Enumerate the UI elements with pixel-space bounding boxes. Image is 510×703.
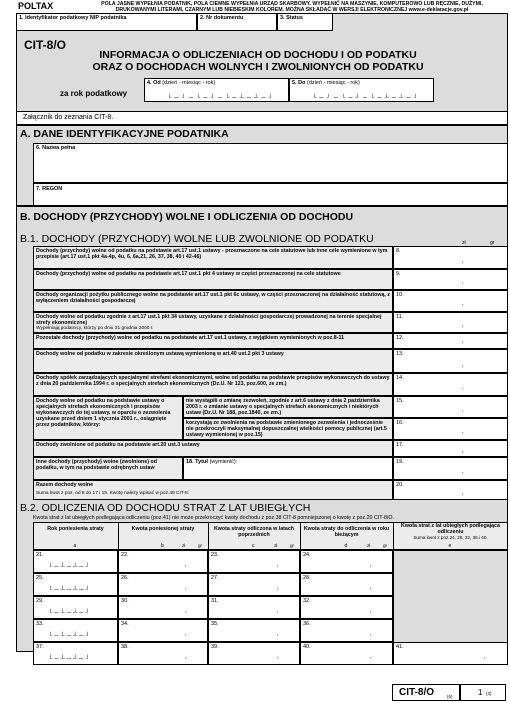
b1-row-11-desc <box>33 312 393 333</box>
b2-title: B.2. ODLICZENIA OD DOCHODU STRAT Z LAT UBIEGŁYCH <box>20 502 311 514</box>
b2-cell-34[interactable] <box>118 619 208 642</box>
row-18-title-label: 18. Tytuł <box>186 459 208 465</box>
b2-unit-zl: zł <box>367 543 371 548</box>
b1-row-num: 9. <box>396 271 401 277</box>
decimal-point: , <box>185 585 187 591</box>
b1-row-9-desc <box>33 269 393 290</box>
decimal-point: , <box>484 654 486 660</box>
row-19-num: 19. <box>396 459 404 465</box>
instructions <box>82 1 502 13</box>
row-15-num: 15. <box>396 398 404 404</box>
decimal-point: , <box>462 362 464 368</box>
b1-row-num: 12. <box>396 335 404 341</box>
decimal-point: , <box>462 448 464 454</box>
title-line-1: INFORMACJA O ODLICZENIACH OD DOCHODU I OD PODATKU <box>99 49 417 61</box>
footer-page-total: (3) <box>486 691 492 696</box>
b2-cell-num: 35. <box>211 621 219 627</box>
b2-cell-35[interactable] <box>208 619 300 642</box>
b2-cell-25[interactable] <box>33 573 118 596</box>
b1-row-14-amount[interactable] <box>393 373 508 396</box>
b1-row-num: 14. <box>396 375 404 381</box>
b1-row-num: 8. <box>396 248 401 254</box>
unit-zl: zł <box>462 240 466 246</box>
decimal-point: , <box>277 562 279 568</box>
b2-col-divider <box>208 522 209 550</box>
row-16-amount[interactable] <box>393 418 508 440</box>
b2-col-header-4 <box>393 523 508 541</box>
row-15-amount[interactable] <box>393 396 508 418</box>
decimal-point: , <box>462 469 464 475</box>
nip-field[interactable] <box>16 13 197 31</box>
year-ticks: └─┴─┴─┘ <box>48 633 92 639</box>
row-20-num: 20. <box>396 482 404 488</box>
decimal-point: , <box>462 279 464 285</box>
b2-cell-num: 21. <box>36 552 44 558</box>
b1-row-hint: Wypełniają podatnicy, którzy po dniu 31 grudnia 2000 r. <box>36 326 154 331</box>
b2-col-header-text: Kwota straty odliczona w latach poprzednich <box>213 526 295 538</box>
b2-cell-28[interactable] <box>300 573 393 596</box>
date-to-field[interactable] <box>289 78 434 102</box>
b2-unit-gr: gr <box>198 543 203 548</box>
b1-row-num: 11. <box>396 314 404 320</box>
decimal-point: , <box>370 608 372 614</box>
row-17-desc: Dochody zwolnione od podatku na podstawie art.20 ust.3 ustawy <box>33 440 393 457</box>
decimal-point: , <box>462 385 464 391</box>
website-link[interactable]: www.e-deklaracje.gov.pl <box>408 7 469 13</box>
row-15-right-desc: nie wystąpili o zmianę zezwoleń, zgodnie z art.6 ustawy z dnia 2 października 2003 r. o zmianie ustawy o specjalnych strefach ekonomicznych i niektórych ustaw (Dz.U. Nr 188, poz.1840, ze zm.) <box>183 396 393 418</box>
b2-cell-31[interactable] <box>208 596 300 619</box>
b2-cell-num: 34. <box>121 621 129 627</box>
footer-form-code: CIT-8/O <box>399 687 435 698</box>
b1-title: B.1. DOCHODY (PRZYCHODY) WOLNE LUB ZWOLNIONE OD PODATKU <box>20 233 374 245</box>
b2-col-letter: e <box>448 543 452 549</box>
b2-total-num: 41. <box>396 644 404 650</box>
b1-row-num: 10. <box>396 292 404 298</box>
b2-cell-36[interactable] <box>300 619 393 642</box>
b2-col-letter: b <box>161 543 164 549</box>
b1-row-8-amount[interactable] <box>393 246 508 269</box>
decimal-point: , <box>370 631 372 637</box>
b2-cell-num: 24. <box>303 552 311 558</box>
b2-cell-num: 23. <box>211 552 219 558</box>
b2-col-header-text: Kwota poniesionej straty <box>131 526 195 532</box>
b2-cell-33[interactable] <box>33 619 118 642</box>
b2-col-divider <box>300 522 301 550</box>
attachment-note <box>16 111 508 125</box>
year-ticks: └─┴─┴─┘ <box>48 656 92 662</box>
status-label: 3. Status <box>280 15 303 21</box>
b2-cell-32[interactable] <box>300 596 393 619</box>
b2-col-letter: c <box>252 543 255 549</box>
footer-version: (6) <box>447 694 453 699</box>
full-name-label: 6. Nazwa pełna <box>36 145 76 151</box>
b1-row-14-desc <box>33 373 393 396</box>
b1-row-9-amount[interactable] <box>393 269 508 290</box>
row-16-num: 16. <box>396 420 404 426</box>
b2-unit-zl: zł <box>182 543 186 548</box>
date-from-field[interactable] <box>144 78 289 102</box>
b2-col-letter: a <box>73 543 77 549</box>
b2-col-header-3 <box>300 526 393 538</box>
footer-page-number: 1 <box>478 688 483 697</box>
decimal-point: , <box>462 322 464 328</box>
row-15-left-desc: Dochody wolne od podatku na podstawie ustawy o specjalnych strefach ekonomicznych i przepisów wykonawczych do tej ustawy, w oparciu o zezwolenia uzyskane przed dniem 1 stycznia 2001 r., osiągnięte przez podatników, którzy: <box>33 396 183 440</box>
row-19-amount[interactable] <box>393 457 508 480</box>
b2-cell-num: 26. <box>121 575 129 581</box>
row-18-title-field[interactable] <box>183 457 393 480</box>
b2-col-header-2 <box>208 526 300 538</box>
b1-row-8-desc <box>33 246 393 269</box>
b2-cell-22[interactable] <box>118 550 208 573</box>
b1-row-12-desc <box>33 333 393 349</box>
decimal-point: , <box>277 654 279 660</box>
b2-cell-num: 40. <box>303 644 311 650</box>
b1-row-10-desc <box>33 290 393 312</box>
decimal-point: , <box>370 585 372 591</box>
b2-col-divider <box>118 522 119 550</box>
date-to-hint: (dzień - miesiąc - rok) <box>306 80 360 86</box>
b1-row-text: Dochody (przychody) wolne od podatku na podstawie art.17 ust.1 ustawy - przeznaczone na cele statutowe lub inne cele wymienione w tym przepisie (art.17 ust.1 pkt 4a-4p, 4u, 6, 6a,21, 26, 37, 38, 40 i 42-46) <box>36 248 388 260</box>
b2-cell-23[interactable] <box>208 550 300 573</box>
b2-cell-30[interactable] <box>118 596 208 619</box>
b2-cell-24[interactable] <box>300 550 393 573</box>
b2-cell-num: 38. <box>121 644 129 650</box>
decimal-point: , <box>462 407 464 413</box>
year-ticks: └─┴─┴─┘ <box>48 610 92 616</box>
decimal-point: , <box>185 654 187 660</box>
b2-cell-40[interactable] <box>300 642 393 665</box>
regon-label: 7. REGON <box>36 186 63 192</box>
footer-form-code-box <box>392 684 460 701</box>
regon-field[interactable] <box>33 183 508 206</box>
row-20-hint: Suma kwot z poz. od 8 do 17 i 19. Kwotę należy wpisać w poz.40 CIT-8. <box>36 491 190 496</box>
b2-cell-num: 27. <box>211 575 219 581</box>
b2-cell-num: 33. <box>36 621 44 627</box>
b2-col-divider <box>393 522 394 550</box>
b2-cell-21[interactable] <box>33 550 118 573</box>
decimal-point: , <box>462 301 464 307</box>
instruction-line-2b: MOŻNA SKŁADAĆ W WERSJI ELEKTRONICZNEJ <box>285 7 408 13</box>
b2-cell-num: 30. <box>121 598 129 604</box>
date-to-ticks: └─┘─└─┘─└─┴─┴─┘ <box>312 95 421 101</box>
b1-row-num: 13. <box>396 351 404 357</box>
document-number-label: 2. Nr dokumentu <box>200 15 244 21</box>
decimal-point: , <box>277 608 279 614</box>
decimal-point: , <box>185 631 187 637</box>
b2-cell-37[interactable] <box>33 642 118 665</box>
decimal-point: , <box>185 608 187 614</box>
b2-cell-num: 32. <box>303 598 311 604</box>
full-name-field[interactable] <box>33 143 508 183</box>
b2-col-header-1 <box>118 526 208 532</box>
decimal-point: , <box>277 585 279 591</box>
b2-hint: Kwota strat z lat ubiegłych podlegająca odliczeniu (poz.41) nie może przekroczyć kwoty dochodu z poz.38 CIT-8 pomniejszonej o kwotę z poz.20 CIT-8/O. <box>33 515 394 521</box>
b2-unit-gr: gr <box>383 543 388 548</box>
row-18-desc: Inne dochody (przychody) wolne (zwolnione) od podatku, w tym na podstawie odrębnych ustaw <box>33 457 183 480</box>
b1-row-text: Dochody (przychody) wolne od podatku na podstawie art.17 ust.1 pkt 4 ustawy w części przeznaczonej na cele statutowe <box>36 271 341 277</box>
instruction-line-1: POLA JASNE WYPEŁNIA PODATNIK, POLA CIEMNE WYPEŁNIA URZĄD SKARBOWY. WYPEŁNIĆ NA MASZYNIE, KOMPUTEROWO LUB RĘCZNIE, DUŻYMI, <box>101 1 483 7</box>
brand-logo: POLTAX <box>18 1 54 11</box>
row-16-right-desc: korzystają ze zwolnienia na podstawie zmienionego zezwolenia i jednocześnie nie przekroczyli maksymalnej dopuszczalnej wielkości pomocy publicznej (art.5 ustawy wymienionej w poz.15) <box>183 418 393 440</box>
b2-total-amount[interactable] <box>393 642 508 665</box>
b1-row-text: Pozostałe dochody (przychody) wolne od podatku na podstawie art.17 ust.1 ustawy, z wyjątkiem wymienionych w poz.8-11 <box>36 335 345 341</box>
section-b-title: B. DOCHODY (PRZYCHODY) WOLNE I ODLICZENIA OD DOCHODU <box>20 211 354 223</box>
b1-row-13-desc <box>33 349 393 373</box>
year-ticks: └─┴─┴─┘ <box>48 564 92 570</box>
document-number-field <box>197 13 277 31</box>
b2-cell-num: 37. <box>36 644 44 650</box>
footer-page-box <box>460 684 506 701</box>
section-a-title: A. DANE IDENTYFIKACYJNE PODATNIKA <box>20 128 229 140</box>
b2-cell-num: 36. <box>303 621 311 627</box>
attachment-text: Załącznik do zeznania CIT-8. <box>23 114 114 121</box>
row-17-num: 17. <box>396 442 404 448</box>
date-from-hint: (dzień - miesiąc - rok) <box>162 80 216 86</box>
date-to-label: 5. Do <box>292 80 306 86</box>
b2-cell-38[interactable] <box>118 642 208 665</box>
b1-row-13-amount[interactable] <box>393 349 508 373</box>
b2-cell-num: 39. <box>211 644 219 650</box>
b1-row-12-amount[interactable] <box>393 333 508 349</box>
decimal-point: , <box>185 562 187 568</box>
nip-label: 1. Identyfikator podatkowy NIP podatnika <box>19 15 127 21</box>
b2-unit-gr: gr <box>290 543 295 548</box>
b2-unit-zl: zł <box>274 543 278 548</box>
b2-cell-29[interactable] <box>33 596 118 619</box>
b2-col-header-text: Kwota strat z lat ubiegłych podlegająca odliczeniu <box>401 523 500 535</box>
b1-row-text: Dochody wolne od podatku w zakresie określonym ustawą wymienioną w art.40 ust.2 pkt 3 ustawy <box>36 351 284 357</box>
b2-cell-27[interactable] <box>208 573 300 596</box>
b1-row-text: Dochody organizacji pożytku publicznego wolne na podstawie art.17 ust.1 pkt 6c ustawy, w części przeznaczonej na działalność statutową, z wyłączeniem działalności gospodarczej <box>36 292 390 304</box>
year-ticks: └─┴─┴─┘ <box>48 587 92 593</box>
b2-cell-39[interactable] <box>208 642 300 665</box>
tax-year-label: za rok podatkowy <box>60 89 128 98</box>
row-18-title-hint: (wymienić): <box>209 459 238 465</box>
form-code: CIT-8/O <box>24 38 67 52</box>
decimal-point: , <box>462 338 464 344</box>
decimal-point: , <box>462 258 464 264</box>
b2-cell-num: 31. <box>211 598 219 604</box>
decimal-point: , <box>277 631 279 637</box>
row-20-label: Razem dochody wolne <box>36 482 94 488</box>
row-17-amount[interactable] <box>393 440 508 457</box>
decimal-point: , <box>462 490 464 496</box>
status-field <box>277 13 333 31</box>
b2-col-header-text: Kwota straty do odliczenia w roku bieżącym <box>303 526 390 538</box>
b2-cell-num: 29. <box>36 598 44 604</box>
b1-row-text: Dochody wolne od podatku zgodnie z art.17 ust.1 pkt 34 ustawy, uzyskane z działalności gospodarczej prowadzonej na terenie specjalnej strefy ekonomicznej <box>36 314 382 326</box>
b2-cell-num: 28. <box>303 575 311 581</box>
b1-row-10-amount[interactable] <box>393 290 508 312</box>
title-line-2: ORAZ O DOCHODACH WOLNYCH I ZWOLNIONYCH OD PODATKU <box>92 61 424 73</box>
b2-cell-26[interactable] <box>118 573 208 596</box>
decimal-point: , <box>462 429 464 435</box>
row-20-desc <box>33 480 393 500</box>
instruction-line-2: DRUKOWANYMI LITERAMI, CZARNYM LUB NIEBIESKIM KOLOREM. <box>115 7 284 13</box>
b1-row-11-amount[interactable] <box>393 312 508 333</box>
date-from-ticks: └─┘─└─┘─└─┴─┴─┘ <box>167 95 276 101</box>
b2-cell-num: 25. <box>36 575 44 581</box>
b2-col-header-text: Rok poniesienia straty <box>47 526 104 532</box>
b2-col-letter: d <box>344 543 348 549</box>
decimal-point: , <box>370 654 372 660</box>
decimal-point: , <box>370 562 372 568</box>
unit-gr: gr <box>490 240 495 246</box>
form-title <box>82 49 434 73</box>
date-from-label: 4. Od <box>147 80 161 86</box>
b2-cell-num: 22. <box>121 552 129 558</box>
b1-row-text: Dochody spółek zarządzających specjalnymi strefami ekonomicznymi, wolne od podatku na podstawie przepisów wykonawczych do ustawy z dnia 20 października 1994 r. o specjalnych strefach ekonomicznych (Dz.U. Nr 123, poz.600, ze zm.) <box>36 375 390 387</box>
b2-col5-hint: Suma kwot z poz.24, 28, 32, 36 i 40. <box>413 535 488 540</box>
b2-col-header-0 <box>33 526 118 532</box>
row-20-amount[interactable] <box>393 480 508 500</box>
